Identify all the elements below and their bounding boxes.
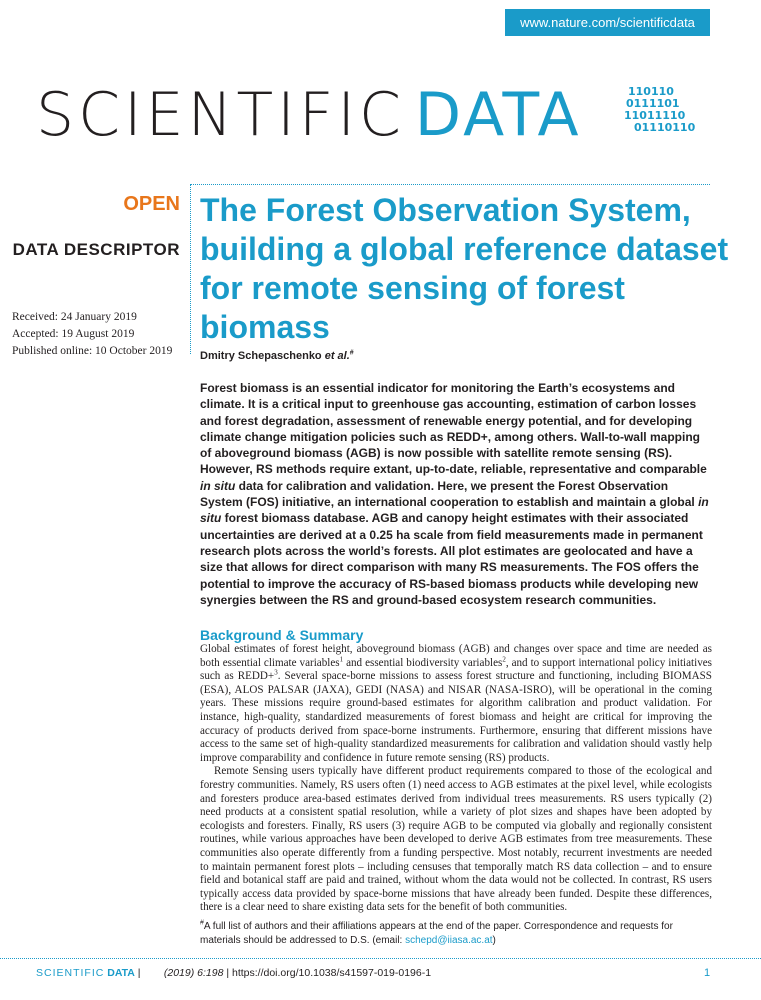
binary-line: 01110110 <box>634 121 696 134</box>
section-heading: Background & Summary <box>200 627 364 643</box>
author-footnote <box>200 920 715 948</box>
author-line[interactable] <box>200 350 354 362</box>
paragraph-text: Global estimates of forest height, aboveground biomass (AGB) and changes over space and time are needed as both essential climate variables <box>200 643 712 669</box>
author-name: Dmitry Schepaschenko <box>200 350 322 362</box>
abstract-text: Forest biomass is an essential indicator for monitoring the Earth’s ecosystems and climate. It is a critical input to greenhouse gas accounting, estimation of carbon losses and forest degradation, assessment of renewable energy potential, and for developing climate change mitigation policies such as REDD+, among others. Wall-to-wall mapping of aboveground biomass (AGB) is now possible with satellite remote sensing (RS). However, RS methods require extant, up-to-date, reliable, representative and comparable <box>200 381 707 477</box>
footer-separator: | <box>137 967 141 979</box>
page-number: 1 <box>704 967 711 979</box>
binary-logo-icon <box>624 86 695 134</box>
title-side-rule <box>190 184 191 354</box>
binary-line: 11011110 <box>624 109 686 122</box>
accepted-date: Accepted: 19 August 2019 <box>12 328 135 340</box>
publication-dates <box>12 309 172 360</box>
footnote-text: A full list of authors and their affiliations appears at the end of the paper. Correspondence and requests for materials should be addressed to D.S. (email: <box>200 921 673 946</box>
abstract-text: forest biomass database. AGB and canopy height estimates with their associated uncertainties are derived at a 0.25 ha scale from field measurements made in permanent research plots across the world’s forests. All plot estimates are geolocated and have a size that allows for direct comparison with many RS measurements. The FOS offers the potential to improve the accuracy of RS-based biomass products while developing new synergies between the RS and ground-based ecosystem research communities. <box>200 511 703 607</box>
footer-journal-data: DATA <box>107 967 135 979</box>
footnote-mark: # <box>200 919 204 927</box>
body-text <box>200 643 712 915</box>
binary-line: 0111101 <box>626 97 680 110</box>
article-title: The Forest Observation System, building a global reference dataset for remote sensing of forest biomass <box>200 192 729 345</box>
journal-url[interactable]: www.nature.com/scientificdata <box>505 9 710 36</box>
paragraph-text: and essential biodiversity variables <box>343 656 503 669</box>
masthead-data: DATA <box>414 80 582 150</box>
article-type-label: DATA DESCRIPTOR <box>12 240 180 259</box>
author-footnote-mark[interactable]: # <box>349 349 354 357</box>
abstract-italic: in situ <box>200 478 236 493</box>
published-date: Published online: 10 October 2019 <box>12 345 173 357</box>
reference-link[interactable]: 3 <box>274 668 278 677</box>
abstract-text: data for calibration and validation. Here, we present the Forest Observation System (FOS) initiative, an international cooperation to establish and maintain a global <box>200 478 699 510</box>
body-paragraph: Remote Sensing users typically have different product requirements compared to those of the ecological and forestry communities. Namely, RS users often (1) need access to AGB estimates at the pixel level, while ecologists and foresters produce area-based estimates derived from individual trees measurements. RS users typically (2) need products at a consistent spatial resolution, while a variety of plot sizes and shapes have been adopted by ecologists and foresters. Finally, RS users (3) require AGB to be computed via globally and regionally consistent routines, while various approaches have been developed to derive AGB estimates from tree measurements. These communities also operate differently from a funding perspective. Most notably, recurrent investments are needed to maintain permanent forest plots – including censuses that temporally match RS data collection – and to ensure field and botanical staff are paid and trained, without whom the data would not be collected. In contrast, RS users typically access data provided by space-borne missions that have already been funded. Despite these differences, there is a clear need to share existing data sets for the benefit of both communities. <box>200 765 712 914</box>
reference-link[interactable]: 1 <box>339 654 344 663</box>
footer-journal-scientific: SCIENTIFIC <box>36 967 105 979</box>
paragraph-text: . Several space-borne missions to assess forest structure and functioning, including BIOMASS (ESA), ALOS PALSAR (JAXA), GEDI (NASA) and NISAR (NASA-ISRO), will be operational in the coming years. These missions require ground-based estimates for algorithm calibration and product validation. For instance, high-quality, standardized measurements of forest biomass and height are critical for improving the accuracy of products derived from space-borne instruments. Furthermore, ensuring that different missions have access to the same set of high-quality standardized measurements for calibration and validation should vastly help improve comparability and confidence in future remote sensing (RS) products. <box>200 670 712 764</box>
paragraph-text: , and to support international policy initiatives such as REDD+ <box>200 656 712 683</box>
footer-citation: (2019) 6:198 <box>163 967 224 979</box>
footer-rule <box>0 958 761 959</box>
author-etal: et al. <box>324 350 350 362</box>
masthead-scientific: SCIENTIFIC <box>36 80 405 150</box>
footnote-close: ) <box>492 935 496 946</box>
open-access-label: OPEN <box>123 193 180 215</box>
email-link[interactable]: schepd@iiasa.ac.at <box>405 935 493 946</box>
received-date: Received: 24 January 2019 <box>12 311 137 323</box>
reference-link[interactable]: 2 <box>502 654 506 663</box>
title-top-rule <box>190 184 710 185</box>
page-footer <box>36 967 431 979</box>
footer-doi-link[interactable]: | https://doi.org/10.1038/s41597-019-0196-1 <box>226 967 432 979</box>
journal-masthead <box>36 80 582 150</box>
body-paragraph <box>200 643 712 765</box>
abstract <box>200 380 712 608</box>
binary-line: 110110 <box>628 85 674 98</box>
abstract-italic: in situ <box>200 495 709 526</box>
